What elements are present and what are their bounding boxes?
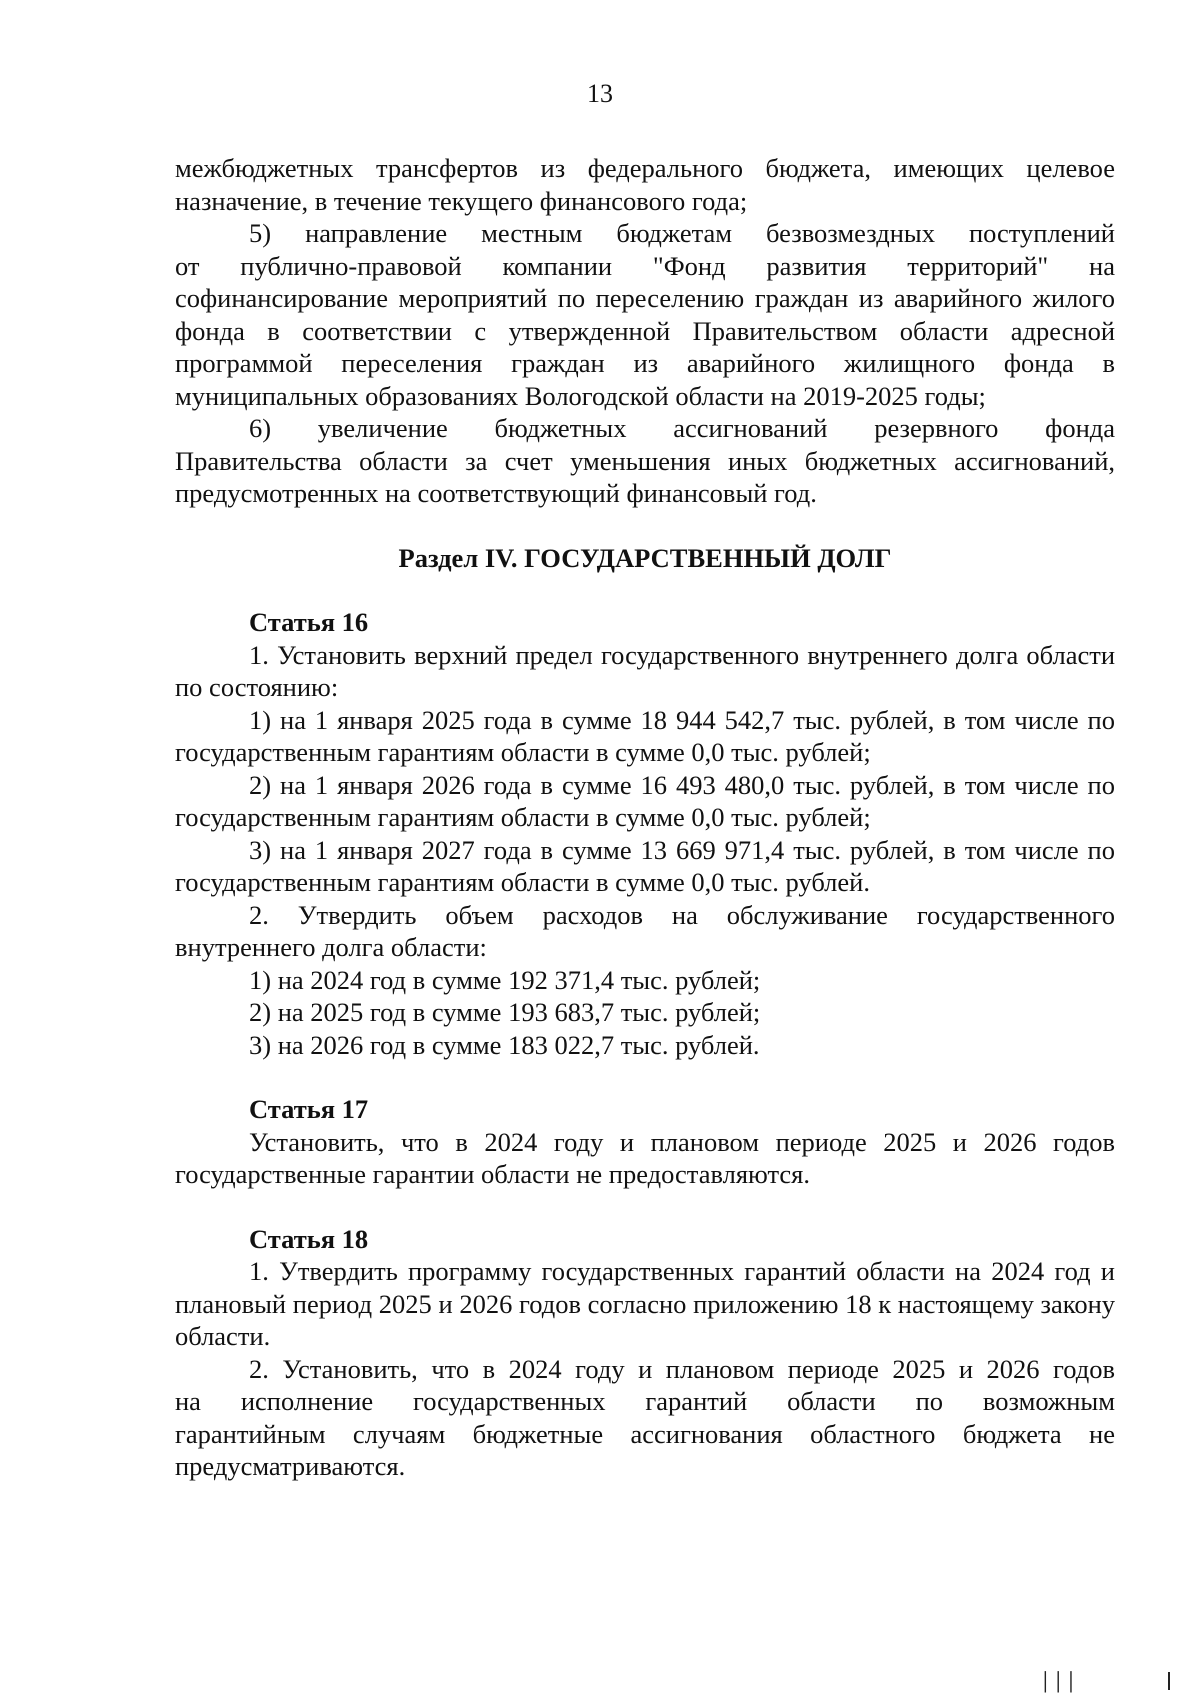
article-18-item-2-line1: 2. Установить, что в 2024 году и плановом периоде 2025 и 2026 годов bbox=[249, 1353, 1115, 1384]
article-16-sub-1: 1) на 1 января 2025 года в сумме 18 944 542,7 тыс. рублей, в том числе по государственным гарантиям области в сумме 0,0 тыс. рублей; bbox=[175, 704, 1115, 767]
article-16-sub-2: 2) на 1 января 2026 года в сумме 16 493 480,0 тыс. рублей, в том числе по государственным гарантиям области в сумме 0,0 тыс. рублей; bbox=[175, 769, 1115, 832]
section-heading: Раздел IV. ГОСУДАРСТВЕННЫЙ ДОЛГ bbox=[398, 542, 892, 573]
document-body bbox=[175, 152, 1115, 1483]
paragraph-continuation-line1: межбюджетных трансфертов из федерального бюджета, имеющих целевое bbox=[175, 153, 1115, 183]
article-18-item-1: 1. Утвердить программу государственных гарантий области на 2024 год и плановый период 2025 и 2026 годов согласно приложению 18 к настоящему закону области. bbox=[175, 1256, 1115, 1351]
article-16-expense-1: 1) на 2024 год в сумме 192 371,4 тыс. рублей; bbox=[249, 964, 761, 995]
article-16-expense-2: 2) на 2025 год в сумме 193 683,7 тыс. рублей; bbox=[249, 997, 761, 1027]
paragraph-item-6-line1: 6) увеличение бюджетных ассигнований резервного фонда bbox=[249, 413, 1115, 443]
paragraph-item-6-rest: Правительства области за счет уменьшения иных бюджетных ассигнований, предусмотренных на соответствующий финансовый год. bbox=[175, 445, 1115, 508]
scan-mark-right bbox=[1168, 1672, 1170, 1690]
paragraph-item-5-line2: от публично-правовой компании "Фонд развития территорий" на bbox=[175, 250, 1115, 281]
paragraph-item-5-rest: софинансирование мероприятий по переселению граждан из аварийного жилого фонда в соответствии с утвержденной Правительством области адресной программой переселения граждан из аварийного жилищного фонда в муниципальных образованиях Вологодской области на 2019-2025 годы; bbox=[175, 283, 1115, 411]
article-16-expense-3: 3) на 2026 год в сумме 183 022,7 тыс. рублей. bbox=[249, 1029, 760, 1060]
paragraph-continuation-line2: назначение, в течение текущего финансового года; bbox=[175, 185, 748, 216]
article-16-sub-3: 3) на 1 января 2027 года в сумме 13 669 971,4 тыс. рублей, в том числе по государственным гарантиям области в сумме 0,0 тыс. рублей. bbox=[175, 834, 1115, 897]
article-16-heading: Статья 16 bbox=[249, 607, 369, 637]
article-16-item-1: 1. Установить верхний предел государственного внутреннего долга области по состоянию: bbox=[175, 639, 1115, 702]
paragraph-item-5-line1: 5) направление местным бюджетам безвозмездных поступлений bbox=[249, 218, 1115, 248]
article-18-heading: Статья 18 bbox=[249, 1223, 369, 1254]
article-18-item-2-line2: на исполнение государственных гарантий области по возможным bbox=[175, 1386, 1115, 1416]
article-18-item-2-rest: гарантийным случаям бюджетные ассигнования областного бюджета не предусматриваются. bbox=[175, 1418, 1115, 1481]
page-number: 13 bbox=[587, 79, 613, 108]
article-17-heading: Статья 17 bbox=[249, 1094, 369, 1124]
scan-marks: │││ bbox=[1040, 1672, 1079, 1693]
article-16-item-2: 2. Утвердить объем расходов на обслуживание государственного внутреннего долга области: bbox=[175, 899, 1115, 962]
article-17-text: Установить, что в 2024 году и плановом периоде 2025 и 2026 годов государственные гарантии области не предоставляются. bbox=[175, 1126, 1115, 1189]
